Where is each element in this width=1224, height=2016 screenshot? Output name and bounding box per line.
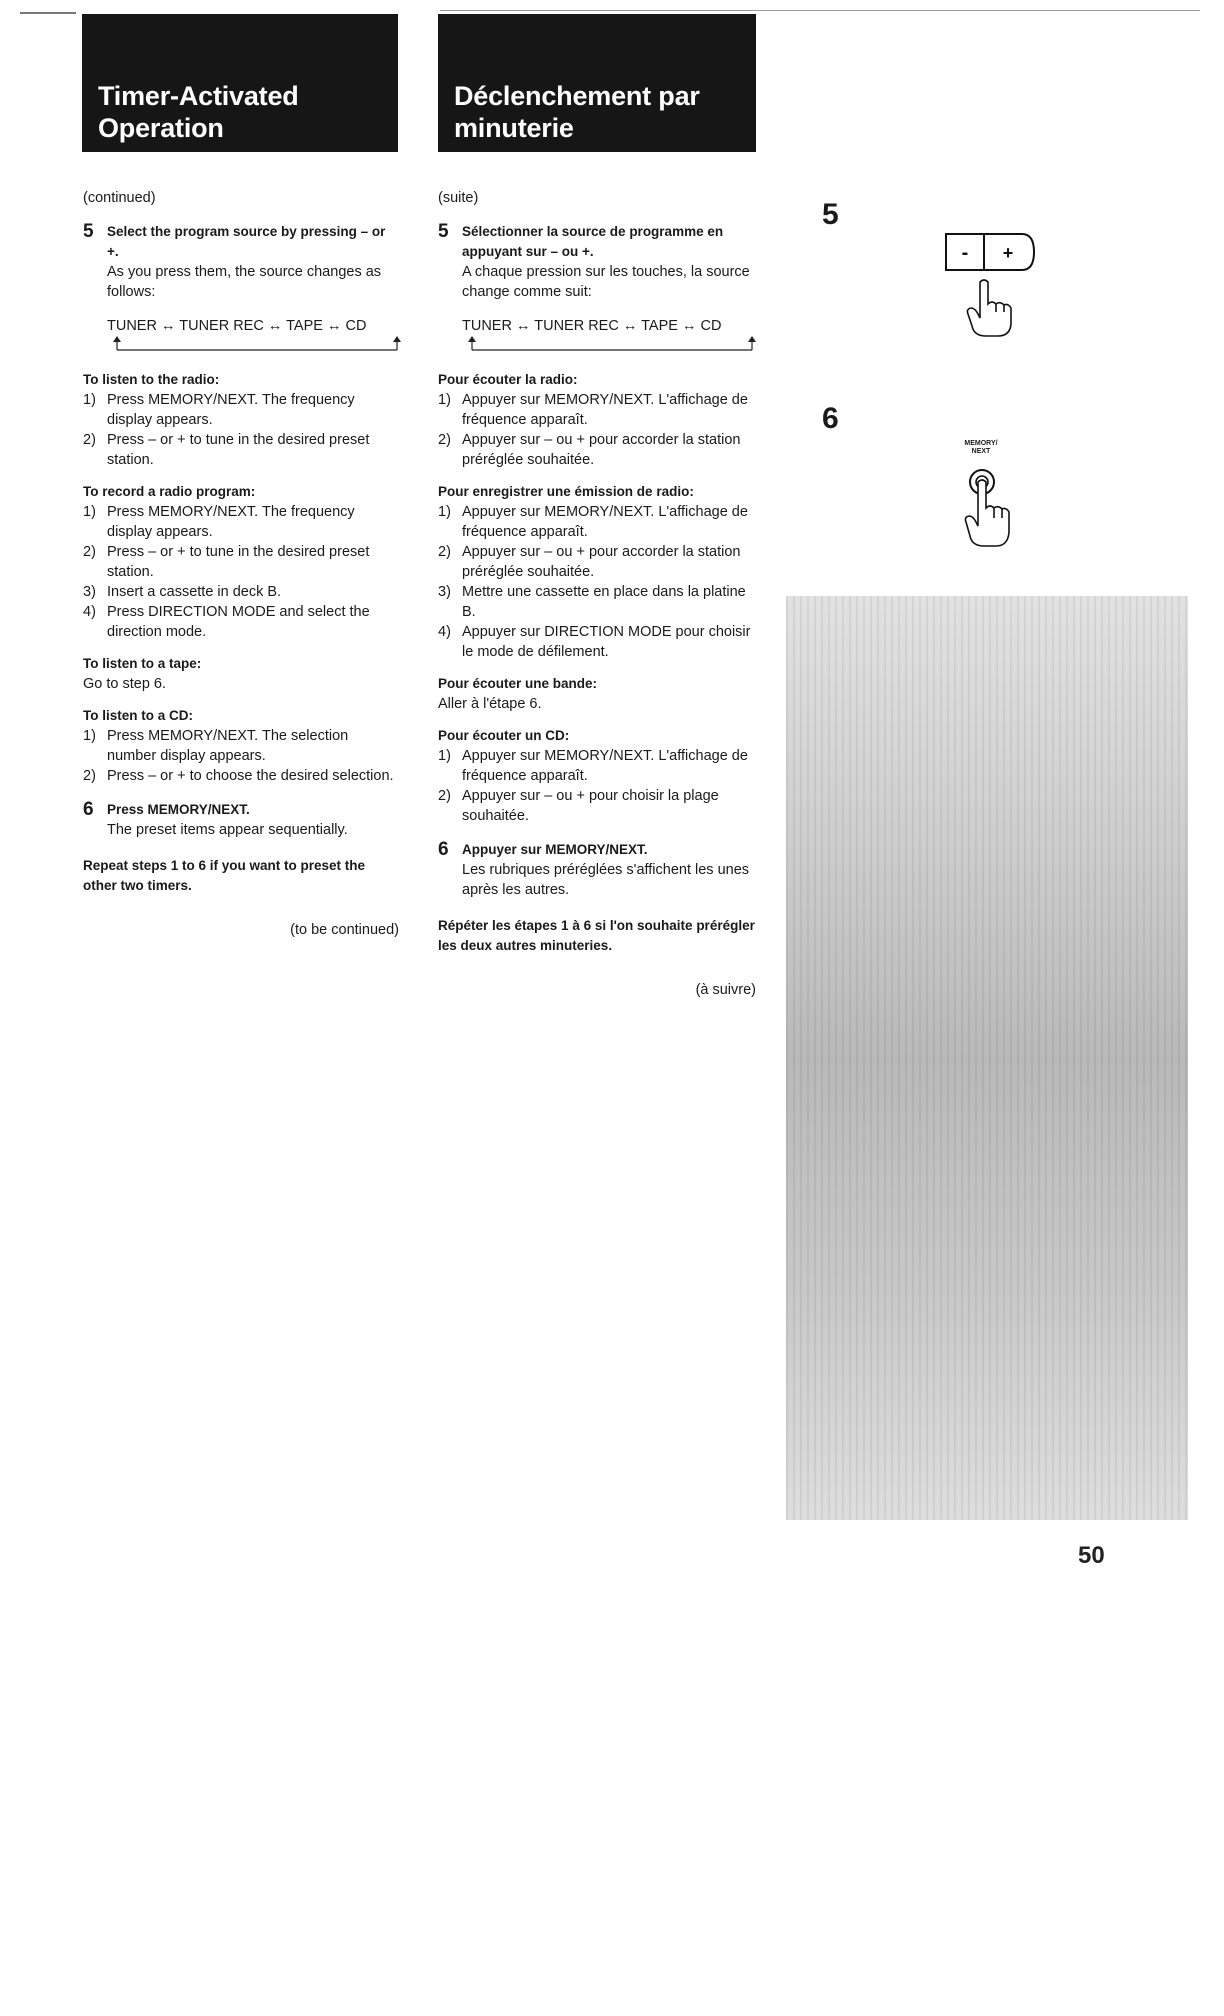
section-heading: To record a radio program: bbox=[83, 484, 256, 499]
step-6 bbox=[83, 800, 399, 840]
step-number: 5 bbox=[438, 221, 449, 242]
list-item: 3) Insert a cassette in deck B. bbox=[83, 584, 282, 600]
source-cycle-text: TUNER ↔ TUNER REC ↔ TAPE ↔ CD bbox=[107, 318, 367, 334]
section-radio bbox=[438, 370, 756, 470]
step-number: 5 bbox=[83, 221, 94, 242]
section-text: Go to step 6. bbox=[83, 676, 167, 692]
list-item: 4) Press DIRECTION MODE and select the direction mode. bbox=[83, 604, 370, 640]
list-item: 1) Appuyer sur MEMORY/NEXT. L'affichage de fréquence apparaît. bbox=[438, 504, 748, 540]
repeat-note: Répéter les étapes 1 à 6 si l'on souhaite prérégler les deux autres minuteries. bbox=[438, 918, 755, 953]
page-number: 50 bbox=[1078, 1542, 1105, 1569]
figure-minus-plus-buttons bbox=[944, 232, 1038, 340]
section-heading: Pour écouter une bande: bbox=[438, 676, 598, 691]
list-item: 2) Press – or + to choose the desired selection. bbox=[83, 768, 394, 784]
source-cycle-diagram bbox=[462, 316, 756, 358]
step-text: A chaque pression sur les touches, la source change comme suit: bbox=[462, 264, 750, 300]
step-5 bbox=[438, 222, 756, 302]
figure-step-5-number: 5 bbox=[822, 198, 839, 231]
step-number: 6 bbox=[83, 799, 94, 820]
step-title: Appuyer sur MEMORY/NEXT. bbox=[462, 842, 648, 857]
step-text: The preset items appear sequentially. bbox=[107, 822, 348, 838]
step-title: Sélectionner la source de programme en appuyant sur – ou +. bbox=[462, 224, 724, 259]
step-text: As you press them, the source changes as follows: bbox=[107, 264, 382, 300]
section-text: Aller à l'étape 6. bbox=[438, 696, 542, 712]
list-item: 2) Appuyer sur – ou + pour accorder la station préréglée souhaitée. bbox=[438, 432, 741, 468]
section-cd bbox=[438, 726, 756, 826]
to-be-continued: (à suivre) bbox=[695, 982, 756, 998]
figure-memory-next-button bbox=[956, 440, 1026, 560]
section-heading: To listen to a CD: bbox=[83, 708, 193, 723]
shaded-background bbox=[786, 596, 1188, 1520]
figure-step-6-number: 6 bbox=[822, 402, 839, 435]
list-item: 1) Press MEMORY/NEXT. The selection number display appears. bbox=[83, 728, 349, 764]
step-text: Les rubriques préréglées s'affichent les unes après les autres. bbox=[462, 862, 750, 898]
column-en bbox=[83, 188, 399, 940]
list-item: 2) Press – or + to tune in the desired preset station. bbox=[83, 544, 370, 580]
header-en bbox=[82, 14, 398, 152]
list-item: 1) Press MEMORY/NEXT. The frequency display appears. bbox=[83, 504, 355, 540]
section-heading: Pour écouter la radio: bbox=[438, 372, 578, 387]
step-title: Select the program source by pressing – or +. bbox=[107, 224, 386, 259]
list-item: 4) Appuyer sur DIRECTION MODE pour choisir le mode de défilement. bbox=[438, 624, 751, 660]
column-fr bbox=[438, 188, 756, 1000]
repeat-note: Repeat steps 1 to 6 if you want to preset the other two timers. bbox=[83, 858, 366, 893]
continued-note: (continued) bbox=[83, 190, 156, 206]
section-heading: Pour enregistrer une émission de radio: bbox=[438, 484, 694, 499]
minus-plus-button-drawing bbox=[944, 232, 1038, 340]
section-cd bbox=[83, 706, 399, 786]
section-tape bbox=[83, 654, 399, 694]
header-fr-line2: minuterie bbox=[454, 113, 574, 143]
top-rule-left bbox=[20, 12, 76, 14]
memory-next-button-drawing bbox=[956, 460, 1026, 564]
cycle-return-arrow bbox=[466, 334, 766, 354]
list-item: 1) Press MEMORY/NEXT. The frequency display appears. bbox=[83, 392, 355, 428]
step-number: 6 bbox=[438, 839, 449, 860]
section-heading: To listen to the radio: bbox=[83, 372, 220, 387]
continued-note: (suite) bbox=[438, 190, 479, 206]
pressing-finger-icon bbox=[967, 280, 1011, 336]
section-record bbox=[438, 482, 756, 662]
minus-button-label: - bbox=[961, 242, 969, 264]
memory-next-label: MEMORY/ NEXT bbox=[964, 440, 998, 455]
section-record bbox=[83, 482, 399, 642]
step-6 bbox=[438, 840, 756, 900]
list-item: 2) Appuyer sur – ou + pour choisir la plage souhaitée. bbox=[438, 788, 719, 824]
list-item: 2) Press – or + to tune in the desired preset station. bbox=[83, 432, 370, 468]
section-tape bbox=[438, 674, 756, 714]
list-item: 3) Mettre une cassette en place dans la platine B. bbox=[438, 584, 746, 620]
source-cycle-text: TUNER ↔ TUNER REC ↔ TAPE ↔ CD bbox=[462, 318, 722, 334]
top-rule-right bbox=[440, 10, 1200, 11]
section-heading: Pour écouter un CD: bbox=[438, 728, 570, 743]
step-title: Press MEMORY/NEXT. bbox=[107, 802, 250, 817]
header-fr-line1: Déclenchement par bbox=[454, 81, 700, 111]
cycle-return-arrow bbox=[111, 334, 411, 354]
header-fr bbox=[438, 14, 756, 152]
header-en-line2: Operation bbox=[98, 113, 224, 143]
list-item: 1) Appuyer sur MEMORY/NEXT. L'affichage de fréquence apparaît. bbox=[438, 748, 748, 784]
to-be-continued: (to be continued) bbox=[290, 922, 399, 938]
source-cycle-diagram bbox=[107, 316, 399, 358]
header-en-line1: Timer-Activated bbox=[98, 81, 299, 111]
plus-button-label: + bbox=[1002, 243, 1014, 263]
section-heading: To listen to a tape: bbox=[83, 656, 202, 671]
list-item: 2) Appuyer sur – ou + pour accorder la station préréglée souhaitée. bbox=[438, 544, 741, 580]
list-item: 1) Appuyer sur MEMORY/NEXT. L'affichage de fréquence apparaît. bbox=[438, 392, 748, 428]
section-radio bbox=[83, 370, 399, 470]
step-5 bbox=[83, 222, 399, 302]
